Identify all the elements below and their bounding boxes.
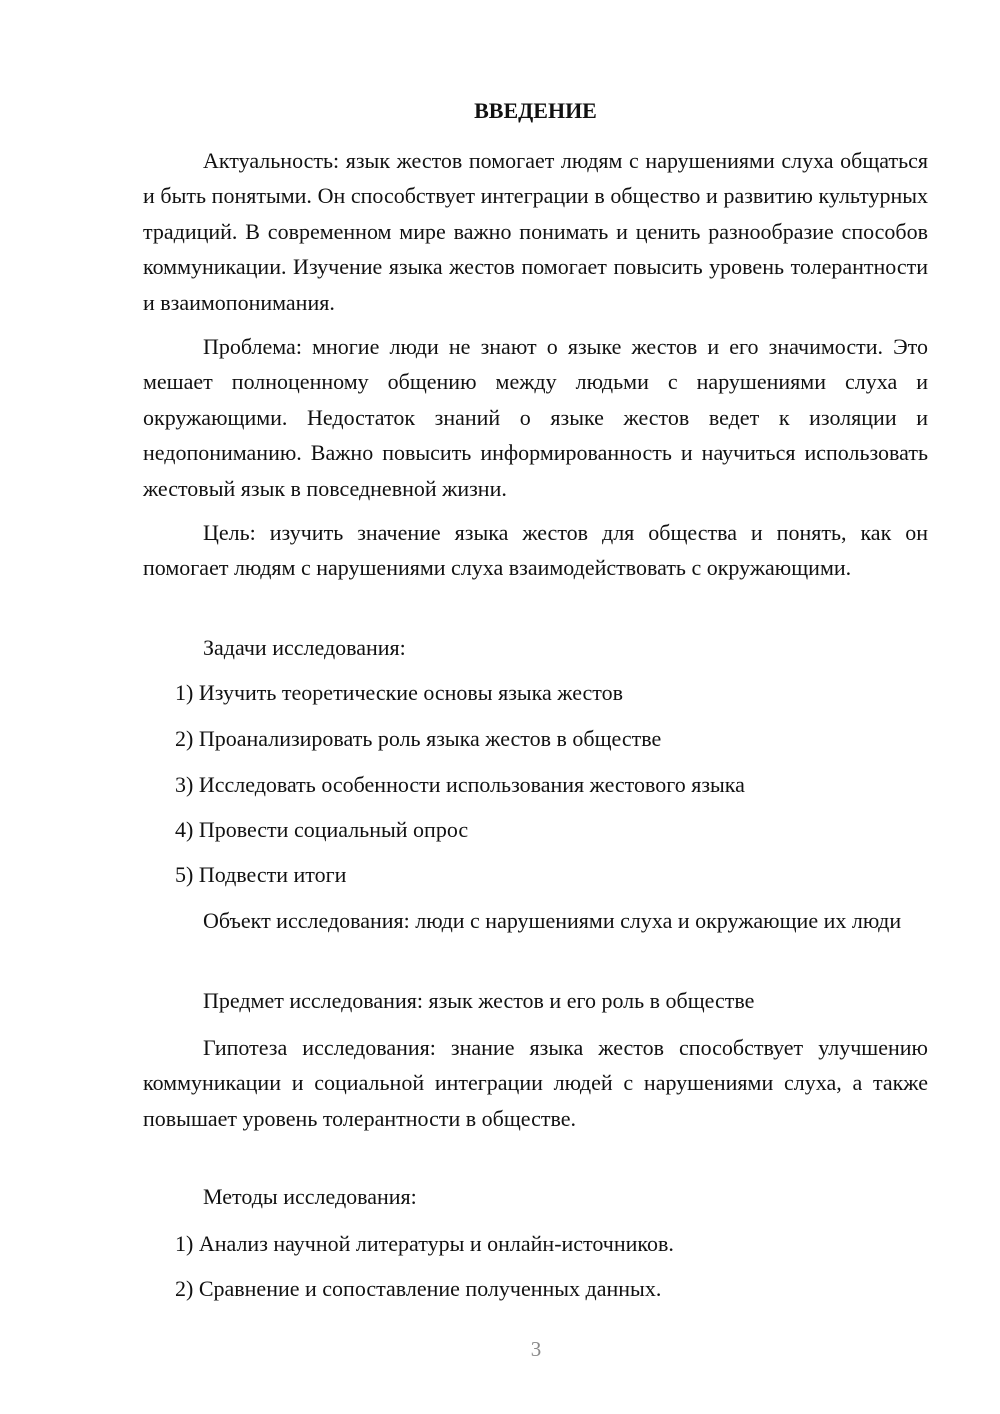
task-item: 1) Изучить теоретические основы языка жестов [175, 680, 623, 705]
problem-paragraph: Проблема: многие люди не знают о языке жестов и его значимости. Это мешает полноценному общению между людьми с нарушениями слуха и окружающими. Недостаток знаний о языке жестов ведет к изоляции и недопониманию. Важно повысить информированность и научиться использовать жестовый язык в повседневной жизни. [143, 334, 928, 501]
task-item: 3) Исследовать особенности использования жестового языка [175, 772, 745, 797]
method-item: 1) Анализ научной литературы и онлайн-источников. [175, 1231, 674, 1256]
methods-label: Методы исследования: [203, 1184, 417, 1209]
goal-paragraph: Цель: изучить значение языка жестов для общества и понять, как он помогает людям с нарушениями слуха взаимодействовать с окружающими. [143, 520, 928, 581]
task-item: 4) Провести социальный опрос [175, 817, 469, 842]
relevance-paragraph: Актуальность: язык жестов помогает людям с нарушениями слуха общаться и быть понятыми. Он способствует интеграции в общество и развитию культурных традиций. В современном мире важно понимать и ценить разнообразие способов коммуникации. Изучение языка жестов помогает повысить уровень толерантности и взаимопонимания. [143, 148, 928, 315]
method-item: 2) Сравнение и сопоставление полученных данных. [175, 1276, 662, 1301]
subject-paragraph: Предмет исследования: язык жестов и его роль в обществе [203, 988, 755, 1013]
task-item: 5) Подвести итоги [175, 862, 347, 887]
tasks-label: Задачи исследования: [203, 635, 406, 660]
page-number: 3 [530, 1337, 542, 1361]
object-paragraph: Объект исследования: люди с нарушениями слуха и окружающие их люди [203, 908, 902, 933]
hypothesis-paragraph: Гипотеза исследования: знание языка жестов способствует улучшению коммуникации и социальной интеграции людей с нарушениями слуха, а также повышает уровень толерантности в обществе. [143, 1035, 928, 1131]
task-item: 2) Проанализировать роль языка жестов в обществе [175, 726, 662, 751]
section-heading: ВВЕДЕНИЕ [474, 98, 597, 123]
